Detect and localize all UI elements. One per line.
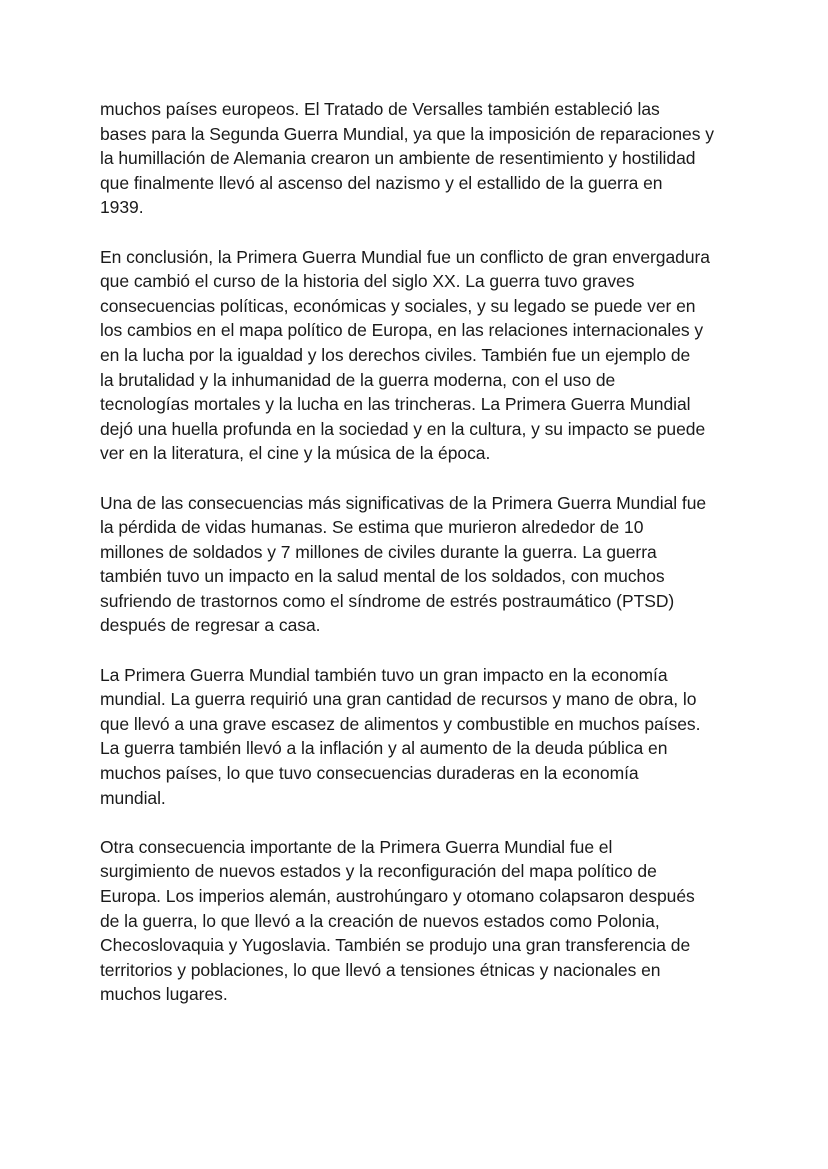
- text-line: Checoslovaquia y Yugoslavia. También se produjo una gran transferencia de: [100, 935, 691, 956]
- text-line: muchos países, lo que tuvo consecuencias duraderas en la economía: [100, 763, 639, 784]
- text-line: que finalmente llevó al ascenso del nazismo y el estallido de la guerra en: [100, 172, 663, 193]
- text-line: territorios y poblaciones, lo que llevó a tensiones étnicas y nacionales en: [100, 959, 661, 980]
- text-line: la humillación de Alemania crearon un ambiente de resentimiento y hostilidad: [100, 148, 696, 169]
- paragraph-1: [100, 97, 740, 220]
- text-line: dejó una huella profunda en la sociedad y en la cultura, y su impacto se puede: [100, 418, 706, 439]
- text-line: después de regresar a casa.: [100, 615, 321, 636]
- text-line: muchos lugares.: [100, 984, 228, 1005]
- paragraph-3: [100, 491, 740, 639]
- text-line: de la guerra, lo que llevó a la creación de nuevos estados como Polonia,: [100, 910, 660, 931]
- text-line: 1939.: [100, 197, 144, 218]
- text-line: Europa. Los imperios alemán, austrohúngaro y otomano colapsaron después: [100, 886, 695, 906]
- text-line: La Primera Guerra Mundial también tuvo un gran impacto en la economía: [100, 664, 668, 685]
- text-line: ver en la literatura, el cine y la música de la época.: [100, 443, 491, 464]
- text-line: En conclusión, la Primera Guerra Mundial fue un conflicto de gran envergadura: [100, 246, 710, 267]
- text-line: consecuencias políticas, económicas y sociales, y su legado se puede ver en: [100, 295, 696, 316]
- text-line: muchos países europeos. El Tratado de Versalles también estableció las: [100, 99, 660, 119]
- text-line: surgimiento de nuevos estados y la reconfiguración del mapa político de: [100, 861, 657, 882]
- text-line: que llevó a una grave escasez de alimentos y combustible en muchos países.: [100, 713, 701, 734]
- text-line: los cambios en el mapa político de Europa, en las relaciones internacionales y: [100, 320, 704, 341]
- text-line: que cambió el curso de la historia del siglo XX. La guerra tuvo graves: [100, 271, 635, 292]
- text-line: sufriendo de trastornos como el síndrome de estrés postraumático (PTSD): [100, 590, 675, 611]
- paragraph-4: [100, 663, 740, 811]
- text-line: también tuvo un impacto en la salud mental de los soldados, con muchos: [100, 566, 665, 587]
- text-line: la pérdida de vidas humanas. Se estima que murieron alrededor de 10: [100, 517, 644, 538]
- text-line: mundial. La guerra requirió una gran cantidad de recursos y mano de obra, lo: [100, 689, 697, 710]
- text-line: Una de las consecuencias más significativas de la Primera Guerra Mundial fue: [100, 492, 707, 513]
- text-line: en la lucha por la igualdad y los derechos civiles. También fue un ejemplo de: [100, 344, 691, 365]
- text-line: La guerra también llevó a la inflación y al aumento de la deuda pública en: [100, 738, 668, 759]
- text-line: la brutalidad y la inhumanidad de la guerra moderna, con el uso de: [100, 369, 616, 390]
- text-line: bases para la Segunda Guerra Mundial, ya que la imposición de reparaciones y: [100, 123, 714, 144]
- text-line: Otra consecuencia importante de la Primera Guerra Mundial fue el: [100, 836, 613, 857]
- paragraph-5: [100, 835, 740, 1007]
- text-line: mundial.: [100, 787, 166, 808]
- text-line: millones de soldados y 7 millones de civiles durante la guerra. La guerra: [100, 541, 657, 562]
- document-body: [100, 97, 740, 1032]
- text-line: tecnologías mortales y la lucha en las trincheras. La Primera Guerra Mundial: [100, 394, 691, 415]
- paragraph-2: [100, 245, 740, 466]
